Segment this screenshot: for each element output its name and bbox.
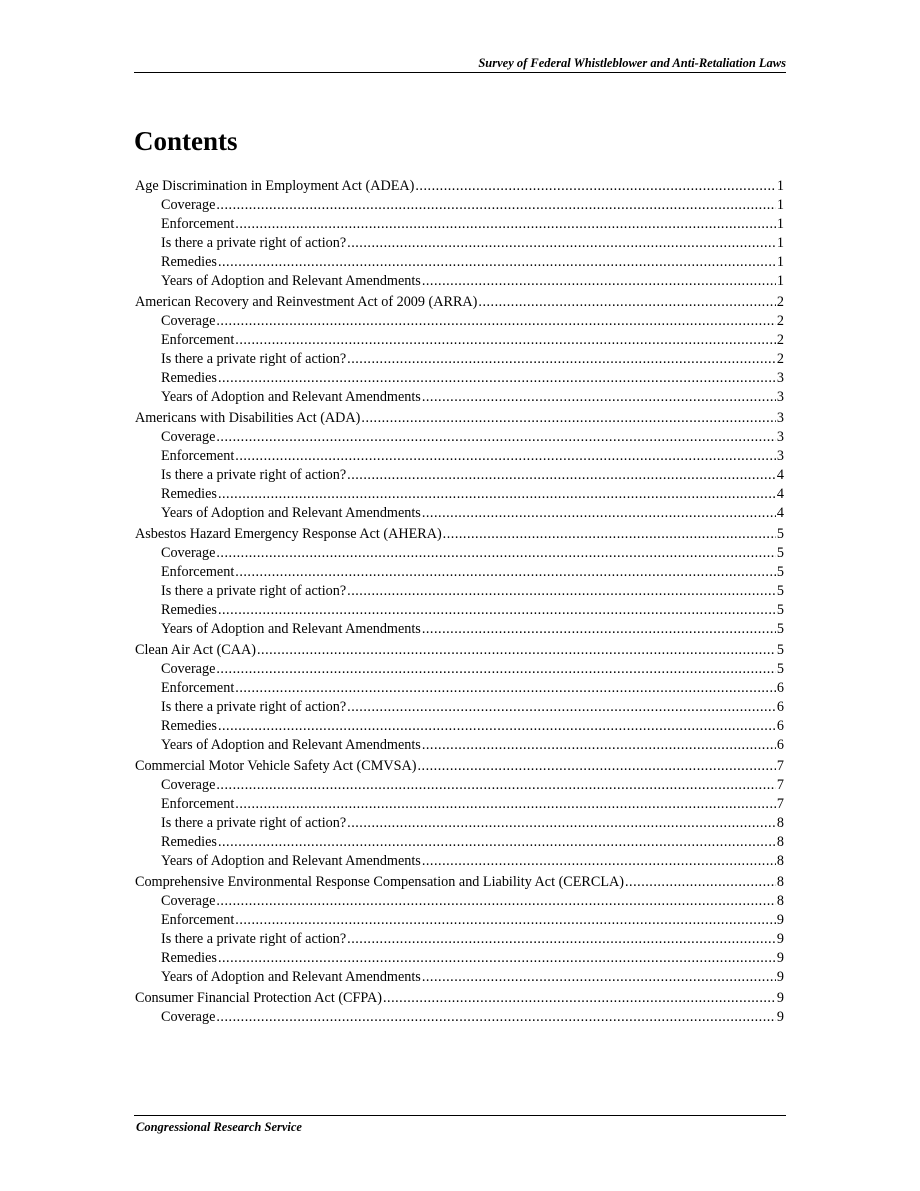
toc-page-number: 3 (776, 389, 784, 405)
toc-dot-leader (478, 293, 776, 312)
toc-subsection-entry[interactable] (134, 388, 784, 407)
toc-page-number: 7 (776, 758, 784, 774)
toc-entry-label: Coverage (161, 661, 216, 677)
toc-entry-label: Age Discrimination in Employment Act (ADEA) (135, 178, 415, 194)
toc-page-number: 7 (776, 777, 784, 793)
toc-page-number: 5 (776, 526, 784, 542)
toc-section-entry[interactable] (134, 177, 784, 196)
toc-entry-label: Consumer Financial Protection Act (CFPA) (135, 990, 382, 1006)
toc-entry-label: Is there a private right of action? (161, 583, 347, 599)
toc-entry-label: Commercial Motor Vehicle Safety Act (CMVSA) (135, 758, 417, 774)
toc-page-number: 6 (776, 737, 784, 753)
toc-dot-leader (383, 989, 776, 1008)
toc-dot-leader (218, 253, 776, 272)
toc-subsection-entry[interactable] (134, 234, 784, 253)
toc-page-number: 4 (776, 505, 784, 521)
toc-entry-label: Enforcement (161, 564, 235, 580)
toc-entry-label: Is there a private right of action? (161, 235, 347, 251)
toc-entry-label: Remedies (161, 718, 217, 734)
toc-page-number: 6 (776, 680, 784, 696)
toc-dot-leader (218, 601, 776, 620)
toc-dot-leader (417, 757, 775, 776)
toc-section-entry[interactable] (134, 525, 784, 544)
toc-dot-leader (422, 272, 776, 291)
toc-entry-label: Remedies (161, 370, 217, 386)
toc-dot-leader (216, 892, 776, 911)
toc-page-number: 1 (776, 254, 784, 270)
running-header: Survey of Federal Whistleblower and Anti-Retaliation Laws (478, 56, 786, 70)
toc-dot-leader (216, 1008, 776, 1027)
toc-entry-label: Is there a private right of action? (161, 815, 347, 831)
toc-page-number: 1 (776, 273, 784, 289)
toc-subsection-entry[interactable] (134, 196, 784, 215)
toc-page-number: 6 (776, 699, 784, 715)
toc-subsection-entry[interactable] (134, 466, 784, 485)
toc-entry-label: Enforcement (161, 680, 235, 696)
toc-page-number: 1 (776, 197, 784, 213)
toc-page-number: 9 (776, 931, 784, 947)
footer-divider (134, 1115, 786, 1116)
toc-subsection-entry[interactable] (134, 968, 784, 987)
toc-subsection-entry[interactable] (134, 350, 784, 369)
toc-dot-leader (218, 949, 776, 968)
toc-subsection-entry[interactable] (134, 736, 784, 755)
toc-dot-leader (218, 717, 776, 736)
toc-page-number: 5 (776, 621, 784, 637)
toc-dot-leader (216, 544, 776, 563)
toc-page-number: 3 (776, 370, 784, 386)
toc-subsection-entry[interactable] (134, 544, 784, 563)
toc-entry-label: Remedies (161, 950, 217, 966)
toc-dot-leader (361, 409, 776, 428)
toc-entry-label: Americans with Disabilities Act (ADA) (135, 410, 361, 426)
toc-entry-label: Remedies (161, 602, 217, 618)
toc-page-number: 5 (776, 564, 784, 580)
toc-page-number: 5 (776, 545, 784, 561)
toc-page-number: 1 (776, 216, 784, 232)
toc-entry-label: Enforcement (161, 448, 235, 464)
toc-subsection-entry[interactable] (134, 949, 784, 968)
toc-subsection-entry[interactable] (134, 582, 784, 601)
footer-organization: Congressional Research Service (136, 1120, 302, 1134)
toc-dot-leader (257, 641, 776, 660)
toc-dot-leader (347, 582, 776, 601)
toc-subsection-entry[interactable] (134, 660, 784, 679)
toc-entry-label: Is there a private right of action? (161, 351, 347, 367)
toc-page-number: 5 (776, 583, 784, 599)
toc-page-number: 9 (776, 990, 784, 1006)
toc-subsection-entry[interactable] (134, 679, 784, 698)
toc-subsection-entry[interactable] (134, 485, 784, 504)
toc-subsection-entry[interactable] (134, 504, 784, 523)
toc-page-number: 5 (776, 661, 784, 677)
toc-section-entry[interactable] (134, 873, 784, 892)
toc-page-number: 2 (776, 294, 784, 310)
toc-entry-label: Years of Adoption and Relevant Amendments (161, 969, 421, 985)
toc-section-entry[interactable] (134, 409, 784, 428)
toc-dot-leader (422, 968, 776, 987)
toc-dot-leader (422, 852, 776, 871)
toc-dot-leader (347, 350, 776, 369)
toc-section-entry[interactable] (134, 989, 784, 1008)
toc-dot-leader (443, 525, 776, 544)
toc-page-number: 2 (776, 351, 784, 367)
toc-subsection-entry[interactable] (134, 1008, 784, 1027)
toc-page-number: 5 (776, 602, 784, 618)
toc-subsection-entry[interactable] (134, 795, 784, 814)
toc-page-number: 9 (776, 969, 784, 985)
toc-page-number: 3 (776, 410, 784, 426)
toc-subsection-entry[interactable] (134, 601, 784, 620)
toc-entry-label: Coverage (161, 197, 216, 213)
toc-dot-leader (422, 736, 776, 755)
toc-subsection-entry[interactable] (134, 814, 784, 833)
toc-page-number: 8 (776, 853, 784, 869)
toc-dot-leader (347, 930, 776, 949)
toc-dot-leader (347, 234, 776, 253)
toc-entry-label: Coverage (161, 313, 216, 329)
toc-page-number: 1 (776, 178, 784, 194)
toc-entry-label: Coverage (161, 545, 216, 561)
toc-page-number: 7 (776, 796, 784, 812)
toc-subsection-entry[interactable] (134, 447, 784, 466)
toc-entry-label: Enforcement (161, 912, 235, 928)
toc-entry-label: Is there a private right of action? (161, 699, 347, 715)
toc-dot-leader (235, 215, 776, 234)
toc-entry-label: Is there a private right of action? (161, 467, 347, 483)
toc-entry-label: Years of Adoption and Relevant Amendments (161, 389, 421, 405)
toc-entry-label: Remedies (161, 254, 217, 270)
toc-entry-label: Remedies (161, 486, 217, 502)
toc-section-entry[interactable] (134, 757, 784, 776)
toc-dot-leader (422, 620, 776, 639)
toc-dot-leader (216, 196, 776, 215)
toc-entry-label: Asbestos Hazard Emergency Response Act (AHERA) (135, 526, 442, 542)
toc-page-number: 8 (776, 834, 784, 850)
toc-dot-leader (218, 485, 776, 504)
toc-subsection-entry[interactable] (134, 620, 784, 639)
toc-entry-label: Years of Adoption and Relevant Amendments (161, 505, 421, 521)
toc-entry-label: Enforcement (161, 796, 235, 812)
toc-page-number: 4 (776, 486, 784, 502)
toc-subsection-entry[interactable] (134, 717, 784, 736)
toc-dot-leader (235, 679, 776, 698)
toc-entry-label: Years of Adoption and Relevant Amendments (161, 273, 421, 289)
toc-dot-leader (235, 447, 776, 466)
toc-dot-leader (218, 369, 776, 388)
toc-page-number: 9 (776, 1009, 784, 1025)
toc-subsection-entry[interactable] (134, 272, 784, 291)
toc-dot-leader (422, 388, 776, 407)
toc-entry-label: Years of Adoption and Relevant Amendments (161, 853, 421, 869)
toc-subsection-entry[interactable] (134, 698, 784, 717)
toc-dot-leader (218, 833, 776, 852)
toc-dot-leader (216, 312, 776, 331)
toc-dot-leader (216, 660, 776, 679)
toc-page-number: 8 (776, 893, 784, 909)
toc-page-number: 6 (776, 718, 784, 734)
toc-entry-label: Coverage (161, 893, 216, 909)
toc-dot-leader (216, 776, 776, 795)
toc-dot-leader (625, 873, 776, 892)
toc-subsection-entry[interactable] (134, 369, 784, 388)
toc-entry-label: Is there a private right of action? (161, 931, 347, 947)
toc-entry-label: Enforcement (161, 216, 235, 232)
toc-page-number: 8 (776, 815, 784, 831)
toc-subsection-entry[interactable] (134, 428, 784, 447)
toc-entry-label: Years of Adoption and Relevant Amendments (161, 621, 421, 637)
toc-subsection-entry[interactable] (134, 331, 784, 350)
toc-entry-label: Comprehensive Environmental Response Compensation and Liability Act (CERCLA) (135, 874, 624, 890)
toc-subsection-entry[interactable] (134, 930, 784, 949)
toc-entry-label: Enforcement (161, 332, 235, 348)
toc-page-number: 1 (776, 235, 784, 251)
toc-subsection-entry[interactable] (134, 852, 784, 871)
toc-dot-leader (415, 177, 776, 196)
toc-subsection-entry[interactable] (134, 911, 784, 930)
toc-subsection-entry[interactable] (134, 833, 784, 852)
toc-entry-label: Remedies (161, 834, 217, 850)
toc-entry-label: Coverage (161, 429, 216, 445)
toc-entry-label: Coverage (161, 1009, 216, 1025)
toc-dot-leader (235, 911, 776, 930)
toc-entry-label: Years of Adoption and Relevant Amendments (161, 737, 421, 753)
toc-page-number: 8 (776, 874, 784, 890)
toc-dot-leader (235, 563, 776, 582)
toc-subsection-entry[interactable] (134, 563, 784, 582)
toc-page-number: 9 (776, 912, 784, 928)
toc-page-number: 3 (776, 429, 784, 445)
toc-subsection-entry[interactable] (134, 892, 784, 911)
toc-entry-label: Clean Air Act (CAA) (135, 642, 256, 658)
toc-section-entry[interactable] (134, 641, 784, 660)
toc-dot-leader (216, 428, 776, 447)
toc-dot-leader (235, 795, 776, 814)
toc-dot-leader (235, 331, 776, 350)
toc-page-number: 2 (776, 332, 784, 348)
toc-page-number: 9 (776, 950, 784, 966)
toc-dot-leader (422, 504, 776, 523)
toc-subsection-entry[interactable] (134, 776, 784, 795)
toc-page-number: 5 (776, 642, 784, 658)
toc-page-number: 4 (776, 467, 784, 483)
page-title: Contents (134, 126, 238, 156)
table-of-contents (134, 177, 784, 1027)
toc-subsection-entry[interactable] (134, 253, 784, 272)
toc-dot-leader (347, 466, 776, 485)
toc-section-entry[interactable] (134, 293, 784, 312)
toc-page-number: 3 (776, 448, 784, 464)
header-divider (134, 72, 786, 73)
toc-entry-label: Coverage (161, 777, 216, 793)
toc-entry-label: American Recovery and Reinvestment Act of 2009 (ARRA) (135, 294, 478, 310)
toc-page-number: 2 (776, 313, 784, 329)
toc-dot-leader (347, 814, 776, 833)
toc-dot-leader (347, 698, 776, 717)
toc-subsection-entry[interactable] (134, 312, 784, 331)
toc-subsection-entry[interactable] (134, 215, 784, 234)
